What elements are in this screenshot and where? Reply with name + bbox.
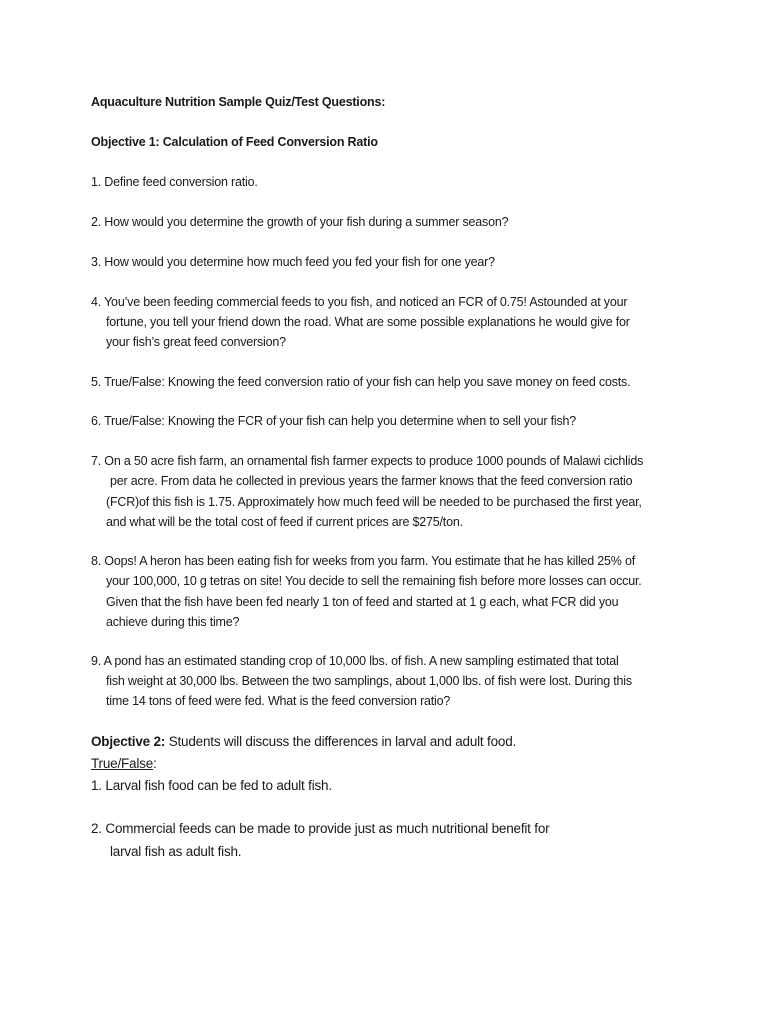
- objective2-item-2-line-2: larval fish as adult fish.: [110, 844, 242, 859]
- question-9-line-1: 9. A pond has an estimated standing crop of 10,000 lbs. of fish. A new sampling estimated that total: [91, 654, 619, 668]
- objective2-item-1: 1. Larval fish food can be fed to adult fish.: [91, 778, 332, 793]
- truefalse-colon: :: [153, 756, 157, 771]
- objective2-text: Students will discuss the differences in larval and adult food.: [165, 734, 517, 749]
- question-9-line-3: time 14 tons of feed were fed. What is the feed conversion ratio?: [106, 694, 451, 708]
- question-8-line-2: your 100,000, 10 g tetras on site! You decide to sell the remaining fish before more losses can occur.: [106, 574, 642, 588]
- question-1: 1. Define feed conversion ratio.: [91, 175, 258, 189]
- objective2-line: [91, 733, 516, 751]
- document-title: Aquaculture Nutrition Sample Quiz/Test Questions:: [91, 95, 386, 109]
- truefalse-label: True/False: [91, 756, 154, 771]
- question-7-line-4: and what will be the total cost of feed if current prices are $275/ton.: [106, 515, 463, 529]
- objective1-heading: Objective 1: Calculation of Feed Conversion Ratio: [91, 135, 378, 149]
- question-2: 2. How would you determine the growth of your fish during a summer season?: [91, 215, 509, 229]
- question-4-line-1: 4. You’ve been feeding commercial feeds to you fish, and noticed an FCR of 0.75! Astounded at your: [91, 295, 628, 309]
- question-3: 3. How would you determine how much feed you fed your fish for one year?: [91, 255, 495, 269]
- question-8-line-4: achieve during this time?: [106, 615, 240, 629]
- question-7-line-1: 7. On a 50 acre fish farm, an ornamental fish farmer expects to produce 1000 pounds of Malawi cichlids: [91, 454, 644, 468]
- truefalse-heading: [91, 755, 157, 773]
- question-8-line-3: Given that the fish have been fed nearly 1 ton of feed and started at 1 g each, what FCR did you: [106, 595, 619, 609]
- question-5: 5. True/False: Knowing the feed conversion ratio of your fish can help you save money on feed costs.: [91, 375, 631, 389]
- question-7-line-2: per acre. From data he collected in previous years the farmer knows that the feed conversion ratio: [110, 474, 633, 488]
- question-4-line-2: fortune, you tell your friend down the road. What are some possible explanations he would give for: [106, 315, 630, 329]
- question-9-line-2: fish weight at 30,000 lbs. Between the two samplings, about 1,000 lbs. of fish were lost. During this: [106, 674, 632, 688]
- question-8-line-1: 8. Oops! A heron has been eating fish for weeks from you farm. You estimate that he has killed 25% of: [91, 554, 636, 568]
- objective2-item-2-line-1: 2. Commercial feeds can be made to provide just as much nutritional benefit for: [91, 821, 550, 836]
- question-7-line-3: (FCR)of this fish is 1.75. Approximately how much feed will be needed to be purchased the first year,: [106, 495, 642, 509]
- objective2-label: Objective 2:: [91, 734, 166, 749]
- question-6: 6. True/False: Knowing the FCR of your fish can help you determine when to sell your fish?: [91, 414, 577, 428]
- question-4-line-3: your fish’s great feed conversion?: [106, 335, 286, 349]
